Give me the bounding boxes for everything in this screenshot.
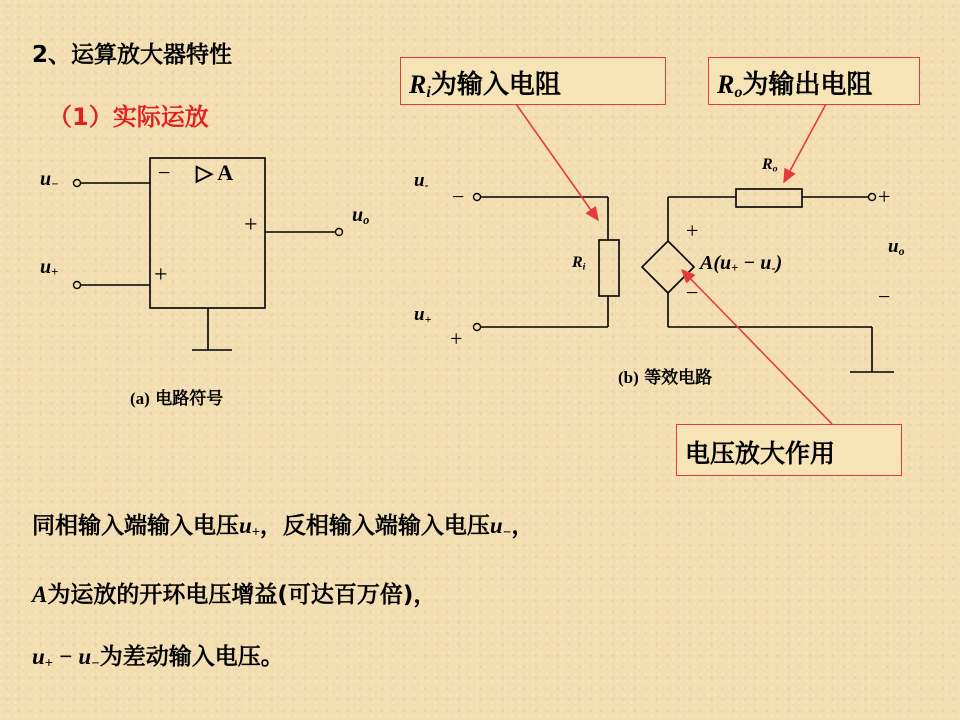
- label-b-plus-in: +: [450, 326, 463, 351]
- page-heading: 2、运算放大器特性: [32, 42, 233, 68]
- label-a-uo: $u_o$: [352, 204, 370, 228]
- label-source-expr: $A(u_+ - u_-)$: [700, 252, 783, 276]
- note-line-1: 同相输入端输入电压$u_+$，反相输入端输入电压$u_-$，: [32, 513, 535, 541]
- label-out-plus: +: [878, 184, 891, 209]
- label-src-minus: −: [686, 280, 699, 305]
- terminal-b-uo: [869, 194, 876, 201]
- label-a-u-minus: $u_-$: [40, 168, 59, 192]
- terminal-b-u-plus: [474, 324, 481, 331]
- label-a-u-plus: $u_+$: [40, 256, 59, 280]
- label-ri: $R_i$: [572, 254, 586, 273]
- terminal-a-u-minus: [74, 180, 81, 187]
- opamp-minus-sign: −: [158, 160, 171, 185]
- arrow-ro: [784, 104, 826, 182]
- label-out-minus: −: [878, 284, 891, 309]
- label-b-u-plus: $u_+$: [414, 304, 432, 326]
- caption-a: (a) 电路符号: [130, 389, 224, 409]
- arrow-ri: [516, 104, 598, 220]
- callout-ro: $R_o$为输出电阻: [708, 57, 920, 105]
- section-subheading: （1）实际运放: [48, 103, 209, 131]
- arrow-gain: [682, 270, 832, 424]
- caption-b: (b) 等效电路: [618, 368, 713, 388]
- terminal-b-u-minus: [474, 194, 481, 201]
- opamp-plus-out: +: [244, 212, 258, 238]
- opamp-amp-label: ▷ A: [196, 160, 234, 185]
- ro-resistor: [736, 189, 802, 207]
- label-b-u-minus: $u_-$: [414, 170, 429, 192]
- label-ro: $R_o$: [762, 156, 778, 175]
- note-line-2: A为运放的开环电压增益(可达百万倍)，: [32, 582, 437, 608]
- terminal-a-uo: [336, 229, 343, 236]
- label-b-minus-in: −: [452, 184, 465, 209]
- ri-resistor: [599, 240, 619, 296]
- note-line-3: $u_+ - u_-$为差动输入电压。: [32, 644, 284, 672]
- callout-ri: $R_i$为输入电阻: [400, 57, 666, 105]
- label-b-uo: $u_o$: [888, 236, 905, 258]
- opamp-plus-in: +: [154, 262, 168, 288]
- label-src-plus: +: [686, 218, 699, 243]
- callout-gain: 电压放大作用: [676, 424, 902, 476]
- terminal-a-u-plus: [74, 282, 81, 289]
